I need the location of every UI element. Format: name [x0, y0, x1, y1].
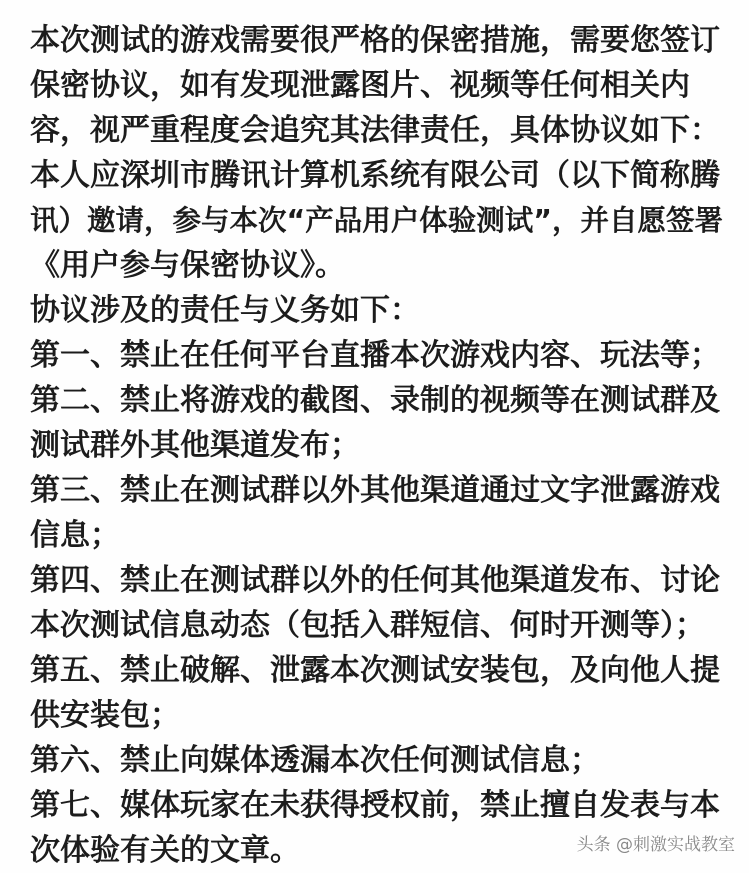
- text-line: 协议涉及的责任与义务如下：: [30, 293, 420, 328]
- text-line: 第一、禁止在任何平台直播本次游戏内容、玩法等；: [30, 338, 720, 373]
- text-line: 第六、禁止向媒体透漏本次任何测试信息；: [30, 743, 600, 778]
- watermark: 头条 @刺激实战教室: [576, 835, 735, 855]
- text-line: 测试群外其他渠道发布；: [30, 428, 360, 463]
- text-line: 第三、禁止在测试群以外其他渠道通过文字泄露游戏: [30, 473, 720, 508]
- text-line: 第七、媒体玩家在未获得授权前，禁止擅自发表与本: [30, 788, 720, 823]
- text-line: 《用户参与保密协议》。: [30, 248, 345, 283]
- text-line: 本次测试信息动态（包括入群短信、何时开测等）；: [30, 608, 705, 643]
- text-line: 本次测试的游戏需要很严格的保密措施，需要您签订: [30, 23, 720, 58]
- text-line: 第四、禁止在测试群以外的任何其他渠道发布、讨论: [30, 563, 720, 598]
- text-line: 次体验有关的文章。: [30, 833, 300, 868]
- text-line: 信息；: [30, 518, 120, 553]
- text-line: 讯）邀请，参与本次“产品用户体验测试”，并自愿签署: [30, 204, 723, 237]
- text-line: 本人应深圳市腾讯计算机系统有限公司（以下简称腾: [30, 158, 720, 193]
- document-body: [30, 18, 730, 873]
- text-line: 供安装包；: [30, 698, 180, 733]
- text-line: 容，视严重程度会追究其法律责任，具体协议如下：: [30, 113, 720, 148]
- text-line: 第五、禁止破解、泄露本次测试安装包，及向他人提: [30, 653, 720, 688]
- text-line: 第二、禁止将游戏的截图、录制的视频等在测试群及: [30, 383, 720, 418]
- text-line: 保密协议，如有发现泄露图片、视频等任何相关内: [30, 68, 690, 103]
